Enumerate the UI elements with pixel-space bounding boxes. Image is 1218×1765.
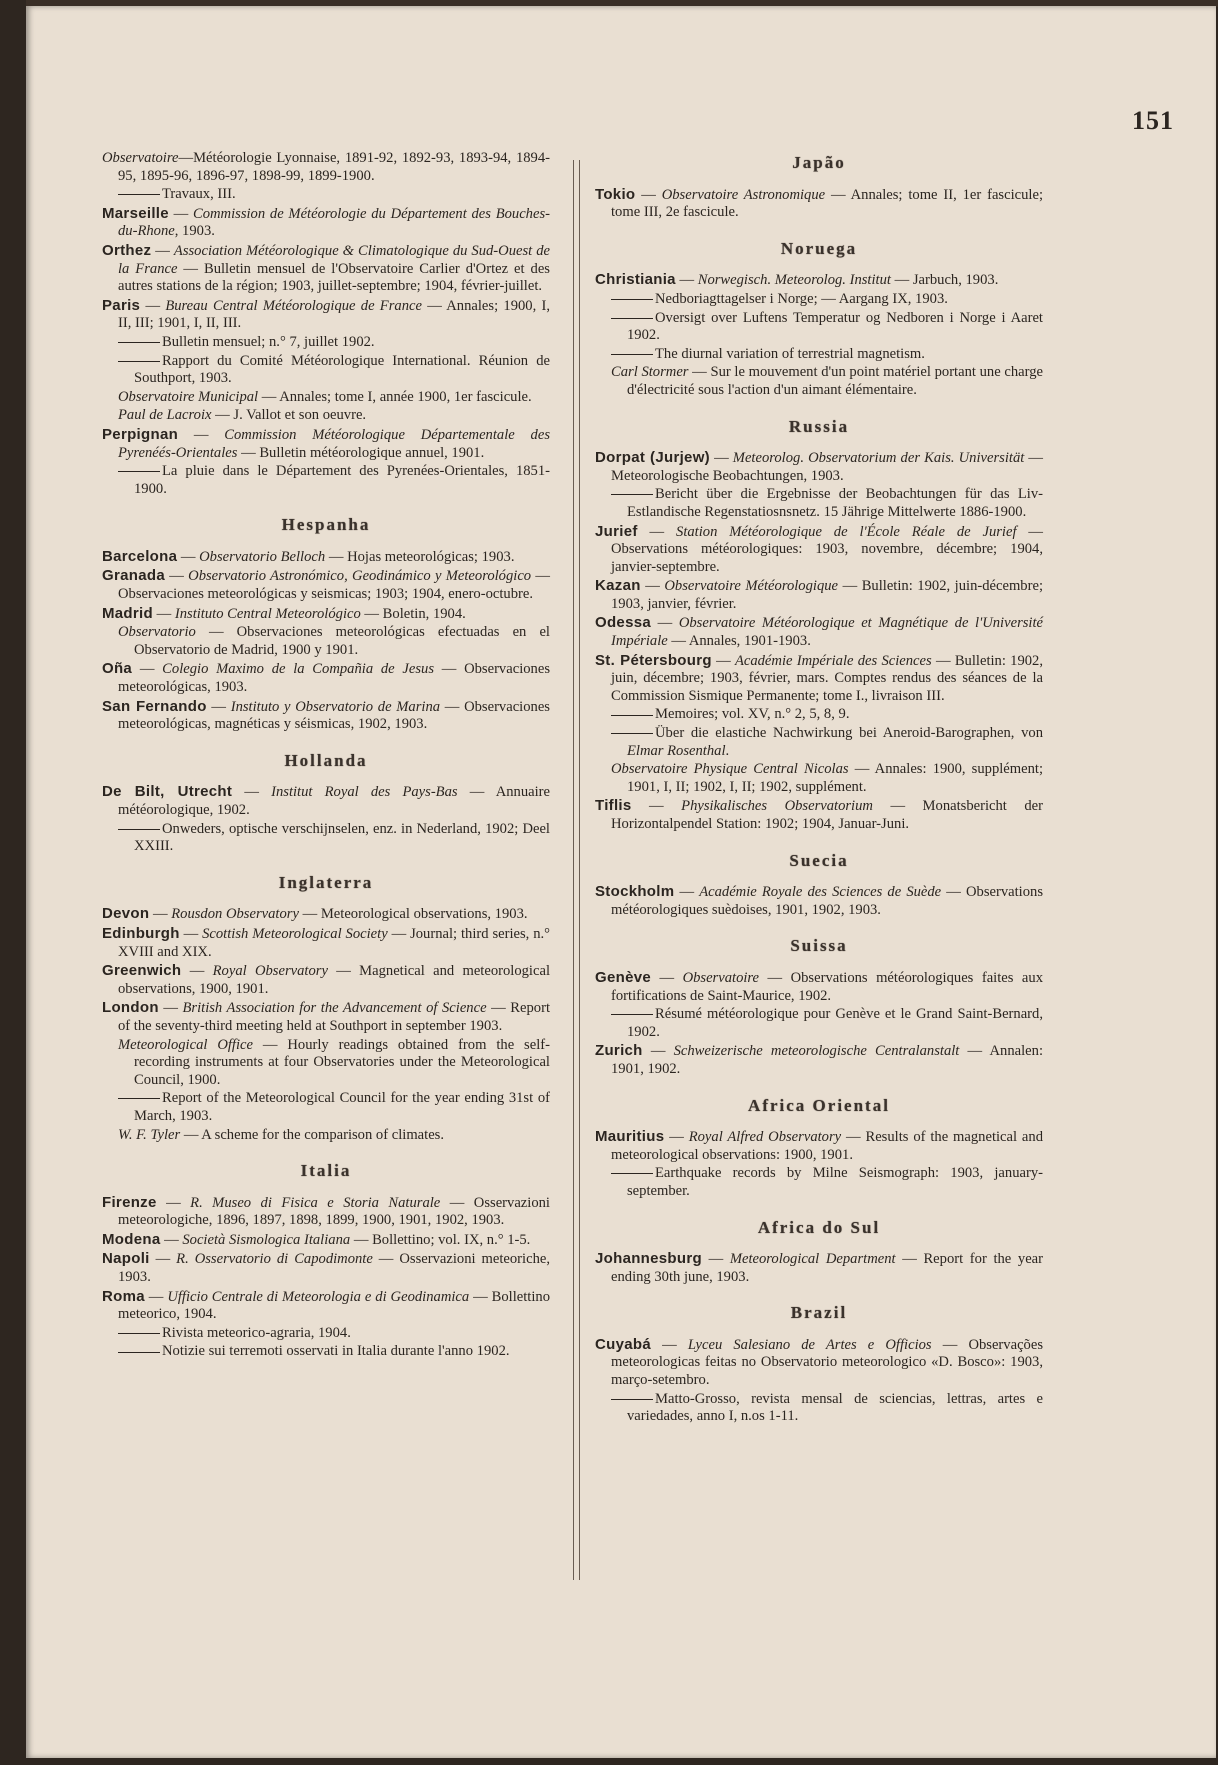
ditto-dash [118, 471, 160, 472]
ditto-dash [118, 1333, 160, 1334]
entry: Madrid — Instituto Central Meteorológico — Boletin, 1904. [102, 604, 466, 622]
ditto-dash [611, 494, 653, 495]
entry: Genève — Observatoire — Observations météorologiques faites aux fortifications de Saint-Maurice, 1902. [595, 968, 1043, 1004]
column-divider [573, 160, 580, 1580]
ditto-dash [611, 1399, 653, 1400]
ditto-dash [611, 733, 653, 734]
sub-entry: Carl Stormer — Sur le mouvement d'un point matériel portant une charge d'électricité sous l'action d'un aimant élémentaire. [611, 364, 1044, 398]
sub-entry: Matto-Grosso, revista mensal de sciencias, lettras, artes e variedades, anno I, n.os 1-11. [595, 1391, 1043, 1426]
ditto-dash [118, 829, 160, 830]
sub-entry: Earthquake records by Milne Seismograph: 1903, january-september. [595, 1165, 1043, 1200]
sub-entry: Observatoire Physique Central Nicolas — Annales: 1900, supplément; 1901, I, II; 1902, I, II; 1902, supplément. [611, 761, 1044, 795]
right-column [595, 150, 1043, 1427]
sub-entry: Notizie sui terremoti osservati in Italia durante l'anno 1902. [102, 1343, 550, 1361]
ditto-dash [611, 1173, 653, 1174]
entry: Cuyabá — Lyceu Salesiano de Artes e Officios — Observações meteorologicas feitas no Observatorio meteorologico «D. Bosco»: 1903, março-setembro. [595, 1335, 1043, 1389]
ditto-dash [118, 361, 160, 362]
ditto-dash [611, 715, 653, 716]
section-heading: Hespanha [281, 515, 371, 535]
section-heading: Japão [792, 153, 846, 172]
page-number: 151 [1132, 106, 1174, 135]
entry: Oña — Colegio Maximo de la Compañia de Jesus — Observaciones meteorológicas, 1903. [102, 660, 550, 696]
entry: Greenwich — Royal Observatory — Magnetical and meteorological observations, 1900, 1901. [102, 962, 551, 997]
entry: Mauritius — Royal Alfred Observatory — Results of the magnetical and meteorological observations: 1900, 1901. [595, 1128, 1044, 1163]
section-heading: Suecia [789, 850, 849, 870]
entry: Napoli — R. Osservatorio di Capodimonte — Osservazioni meteoriche, 1903. [102, 1250, 550, 1286]
sub-entry: Résumé météorologique pour Genève et le Grand Saint-Bernard, 1902. [595, 1006, 1043, 1041]
section-heading: Africa Oriental [748, 1095, 890, 1115]
sub-entry: Onweders, optische verschijnselen, enz. in Nederland, 1902; Deel XXIII. [102, 821, 550, 856]
entry: Observatoire—Météorologie Lyonnaise, 1891-92, 1892-93, 1893-94, 1894-95, 1895-96, 1896-97, 1898-99, 1899-1900. [102, 150, 550, 184]
sub-entry: W. F. Tyler — A scheme for the comparison of climates. [118, 1126, 445, 1143]
entry: Barcelona — Observatorio Belloch — Hojas meteorológicas; 1903. [102, 547, 515, 565]
sub-entry: Bulletin mensuel; n.° 7, juillet 1902. [102, 334, 550, 352]
ditto-dash [118, 342, 160, 343]
entry: Modena — Società Sismologica Italiana — Bollettino; vol. IX, n.° 1-5. [102, 1230, 531, 1248]
sub-entry: Bericht über die Ergebnisse der Beobachtungen für das Liv-Estlandische Regenstatiosnsnetz. 15 Jährige Mittelwerte 1886-1900. [595, 486, 1043, 521]
section-heading: Russia [788, 416, 850, 436]
ditto-dash [118, 194, 160, 195]
sub-entry: Report of the Meteorological Council for the year ending 31st of March, 1903. [102, 1090, 550, 1125]
sub-entry: La pluie dans le Département des Pyrenées-Orientales, 1851-1900. [102, 463, 550, 498]
ditto-dash [118, 1352, 160, 1353]
sub-entry: Rapport du Comité Météorologique International. Réunion de Southport, 1903. [102, 353, 550, 388]
entry: Stockholm — Académie Royale des Sciences de Suède — Observations météorologiques suèdoises, 1901, 1902, 1903. [595, 883, 1044, 918]
section-heading: Brazil [790, 1303, 848, 1323]
entry: London — British Association for the Advancement of Science — Report of the seventy-third meeting held at Southport in september 1903. [102, 999, 550, 1034]
ditto-dash [611, 318, 653, 319]
ditto-dash [118, 1098, 160, 1099]
entry: Tokio — Observatoire Astronomique — Annales; tome II, 1er fascicule; tome III, 2e fascicule. [595, 185, 1043, 221]
entry: Tiflis — Physikalisches Observatorium — Monatsbericht der Horizontalpendel Station: 1902; 1904, Januar-Juni. [595, 797, 1043, 832]
section-heading: Hollanda [284, 750, 368, 770]
sub-entry: Über die elastiche Nachwirkung bei Aneroid-Barographen, von Elmar Rosenthal. [595, 725, 1043, 760]
entry: Edinburgh — Scottish Meteorological Society — Journal; third series, n.° XVIII and XIX. [102, 924, 551, 960]
section-heading: Italia [300, 1161, 352, 1181]
entry: St. Pétersbourg — Académie Impériale des Sciences — Bulletin: 1902, juin, décembre; 1903, février, mars. Comptes rendus des séances de la Commission Sismique Permanente; tome I., livraison III. [595, 651, 1044, 704]
entry: Christiania — Norwegisch. Meteorolog. Institut — Jarbuch, 1903. [595, 271, 999, 289]
entry: Odessa — Observatoire Météorologique et Magnétique de l'Université Impériale — Annales, 1901-1903. [595, 614, 1044, 650]
sub-entry: The diurnal variation of terrestrial magnetism. [595, 346, 1043, 364]
sub-entry: Nedboriagttagelser i Norge; — Aargang IX, 1903. [595, 291, 1043, 309]
entry: Roma — Ufficio Centrale di Meteorologia e di Geodinamica — Bollettino meteorico, 1904. [102, 1287, 551, 1323]
entry: Devon — Rousdon Observatory — Meteorological observations, 1903. [102, 905, 528, 923]
section-heading: Inglaterra [278, 872, 374, 892]
sub-entry: Oversigt over Luftens Temperatur og Nedboren i Norge i Aaret 1902. [595, 310, 1043, 345]
ditto-dash [611, 354, 653, 355]
section-heading: Noruega [780, 238, 858, 258]
entry: Dorpat (Jurjew) — Meteorolog. Observatorium der Kais. Universität — Meteorologische Beobachtungen, 1903. [595, 449, 1043, 484]
entry: Perpignan — Commission Météorologique Départementale des Pyrenéés-Orientales — Bulletin météorologique annuel, 1901. [102, 425, 551, 461]
entry: Granada — Observatorio Astronómico, Geodinámico y Meteorológico — Observaciones meteorológicas y seismicas; 1903; 1904, enero-octubre. [102, 567, 551, 603]
entry: Kazan — Observatoire Météorologique — Bulletin: 1902, juin-décembre; 1903, janvier, février. [595, 577, 1044, 612]
entry: Firenze — R. Museo di Fisica e Storia Naturale — Osservazioni meteorologiche, 1896, 1897, 1898, 1899, 1900, 1901, 1902, 1903. [102, 1193, 550, 1229]
left-column [102, 150, 550, 1362]
sub-entry: Memoires; vol. XV, n.° 2, 5, 8, 9. [595, 706, 1043, 724]
entry: Marseille — Commission de Météorologie du Département des Bouches-du-Rhone, 1903. [102, 204, 550, 240]
sub-entry: Meteorological Office — Hourly readings obtained from the self-recording instruments at four Observatories under the Meteorological Council, 1900. [118, 1036, 550, 1088]
sub-entry: Observatorio — Observaciones meteorológicas efectuadas en el Observatorio de Madrid, 1900 y 1901. [118, 624, 550, 658]
entry: Jurief — Station Météorologique de l'École Réale de Jurief — Observations météorologiques: 1903, novembre, décembre; 1904, janvier-septembre. [595, 522, 1044, 575]
sub-entry: Rivista meteorico-agraria, 1904. [102, 1325, 550, 1343]
sub-entry: Observatoire Municipal — Annales; tome I, année 1900, 1er fascicule. [118, 388, 532, 405]
section-heading: Africa do Sul [757, 1217, 881, 1237]
entry: Zurich — Schweizerische meteorologische Centralanstalt — Annalen: 1901, 1902. [595, 1042, 1043, 1077]
entry: San Fernando — Instituto y Observatorio de Marina — Observaciones meteorológicas, magnéticas y séismicas, 1902, 1903. [102, 697, 550, 733]
entry: De Bilt, Utrecht — Institut Royal des Pays-Bas — Annuaire météorologique, 1902. [102, 783, 550, 818]
section-heading: Suissa [790, 936, 848, 956]
entry: Johannesburg — Meteorological Department — Report for the year ending 30th june, 1903. [595, 1250, 1044, 1285]
ditto-dash [611, 1014, 653, 1015]
sub-entry: Paul de Lacroix — J. Vallot et son oeuvre. [118, 407, 367, 424]
sub-entry: Travaux, III. [102, 186, 550, 204]
entry: Paris — Bureau Central Météorologique de France — Annales; 1900, I, II, III; 1901, I, II, III. [102, 296, 550, 332]
entry: Orthez — Association Météorologique & Climatologique du Sud-Ouest de la France — Bulletin mensuel de l'Observatoire Carlier d'Ortez et des autres stations de la région; 1903, juillet-septembre; 1904, février-juillet. [102, 241, 550, 295]
ditto-dash [611, 299, 653, 300]
